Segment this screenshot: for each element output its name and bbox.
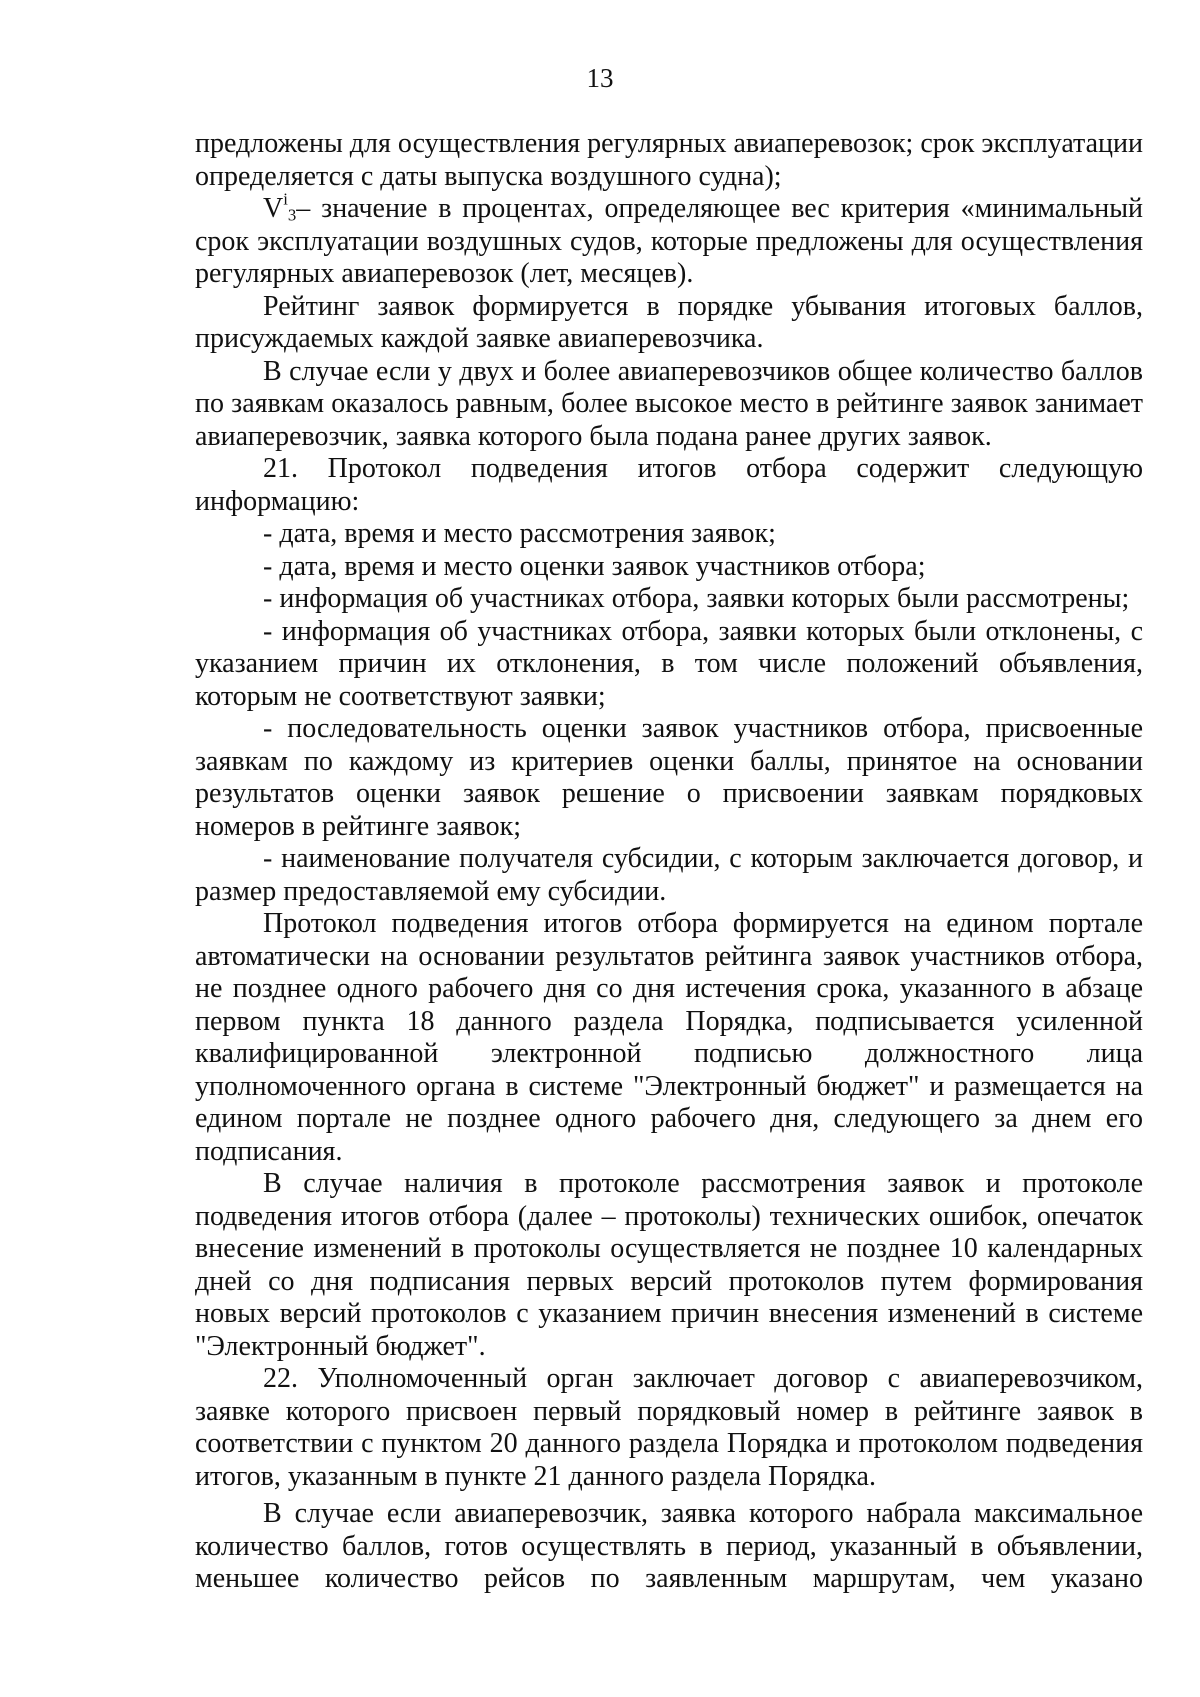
paragraph-protocol-errors: В случае наличия в протоколе рассмотрения заявок и протоколе подведения итогов отбора (далее – протоколы) технических ошибок, опечаток внесение изменений в протоколы осуществляется не позднее 10 календарных дней со дня подписания первых версий протоколов путем формирования новых версий протоколов с указанием причин внесения изменений в системе "Электронный бюджет". [195, 1168, 1143, 1362]
list-item: - дата, время и место рассмотрения заявок; [263, 518, 776, 549]
paragraph-weight-definition [195, 189, 1143, 291]
paragraph-item-21: 21. Протокол подведения итогов отбора содержит следующую информацию: [195, 453, 1143, 517]
list-item: - информация об участниках отбора, заявки которых были рассмотрены; [263, 583, 1130, 614]
formula-symbol-superscript: i [283, 189, 288, 209]
formula-symbol [263, 189, 297, 225]
paragraph-protocol-formation: Протокол подведения итогов отбора формируется на едином портале автоматически на основании результатов рейтинга заявок участников отбора, не позднее одного рабочего дня со дня истечения срока, указанного в абзаце первом пункта 18 данного раздела Порядка, подписывается усиленной квалифицированной электронной подписью должностного лица уполномоченного органа в системе "Электронный бюджет" и размещается на едином портале не позднее одного рабочего дня, следующего за днем его подписания. [195, 908, 1143, 1167]
list-item: - информация об участниках отбора, заявки которых были отклонены, с указанием причин их отклонения, в том числе положений объявления, которым не соответствуют заявки; [195, 615, 1143, 712]
paragraph-rating: Рейтинг заявок формируется в порядке убывания итоговых баллов, присуждаемых каждой заявке авиаперевозчика. [195, 290, 1143, 354]
paragraph-max-score-carrier: В случае если авиаперевозчик, заявка которого набрала максимальное количество баллов, готов осуществлять в период, указанный в объявлении, меньшее количество рейсов по заявленным маршрутам, чем указано [195, 1498, 1143, 1594]
formula-symbol-base: V [263, 193, 284, 224]
document-body [195, 128, 1143, 1596]
paragraph-item-22: 22. Уполномоченный орган заключает договор с авиаперевозчиком, заявке которого присвоен первый порядковый номер в рейтинге заявок в соответствии с пунктом 20 данного раздела Порядка и протоколом подведения итогов, указанным в пункте 21 данного раздела Порядка. [195, 1363, 1143, 1492]
formula-symbol-subscript: 3 [287, 205, 297, 225]
list-item: - дата, время и место оценки заявок участников отбора; [263, 550, 926, 582]
page-number: 13 [586, 63, 614, 93]
paragraph-weight-text: – значение в процентах, определяющее вес критерия «минимальный срок эксплуатации воздушных судов, которые предложены для осуществления регулярных авиаперевозок (лет, месяцев). [195, 193, 1143, 289]
list-item: - наименование получателя субсидии, с которым заключается договор, и размер предоставляемой ему субсидии. [195, 843, 1143, 907]
paragraph-equal-scores: В случае если у двух и более авиаперевозчиков общее количество баллов по заявкам оказалось равным, более высокое место в рейтинге заявок занимает авиаперевозчик, заявка которого была подана ранее других заявок. [195, 355, 1143, 452]
list-item: - последовательность оценки заявок участников отбора, присвоенные заявкам по каждому из критериев оценки баллы, принятое на основании результатов оценки заявок решение о присвоении заявкам порядковых номеров в рейтинге заявок; [195, 713, 1143, 842]
paragraph-continuation: предложены для осуществления регулярных авиаперевозок; срок эксплуатации определяется с даты выпуска воздушного судна); [195, 128, 1143, 192]
